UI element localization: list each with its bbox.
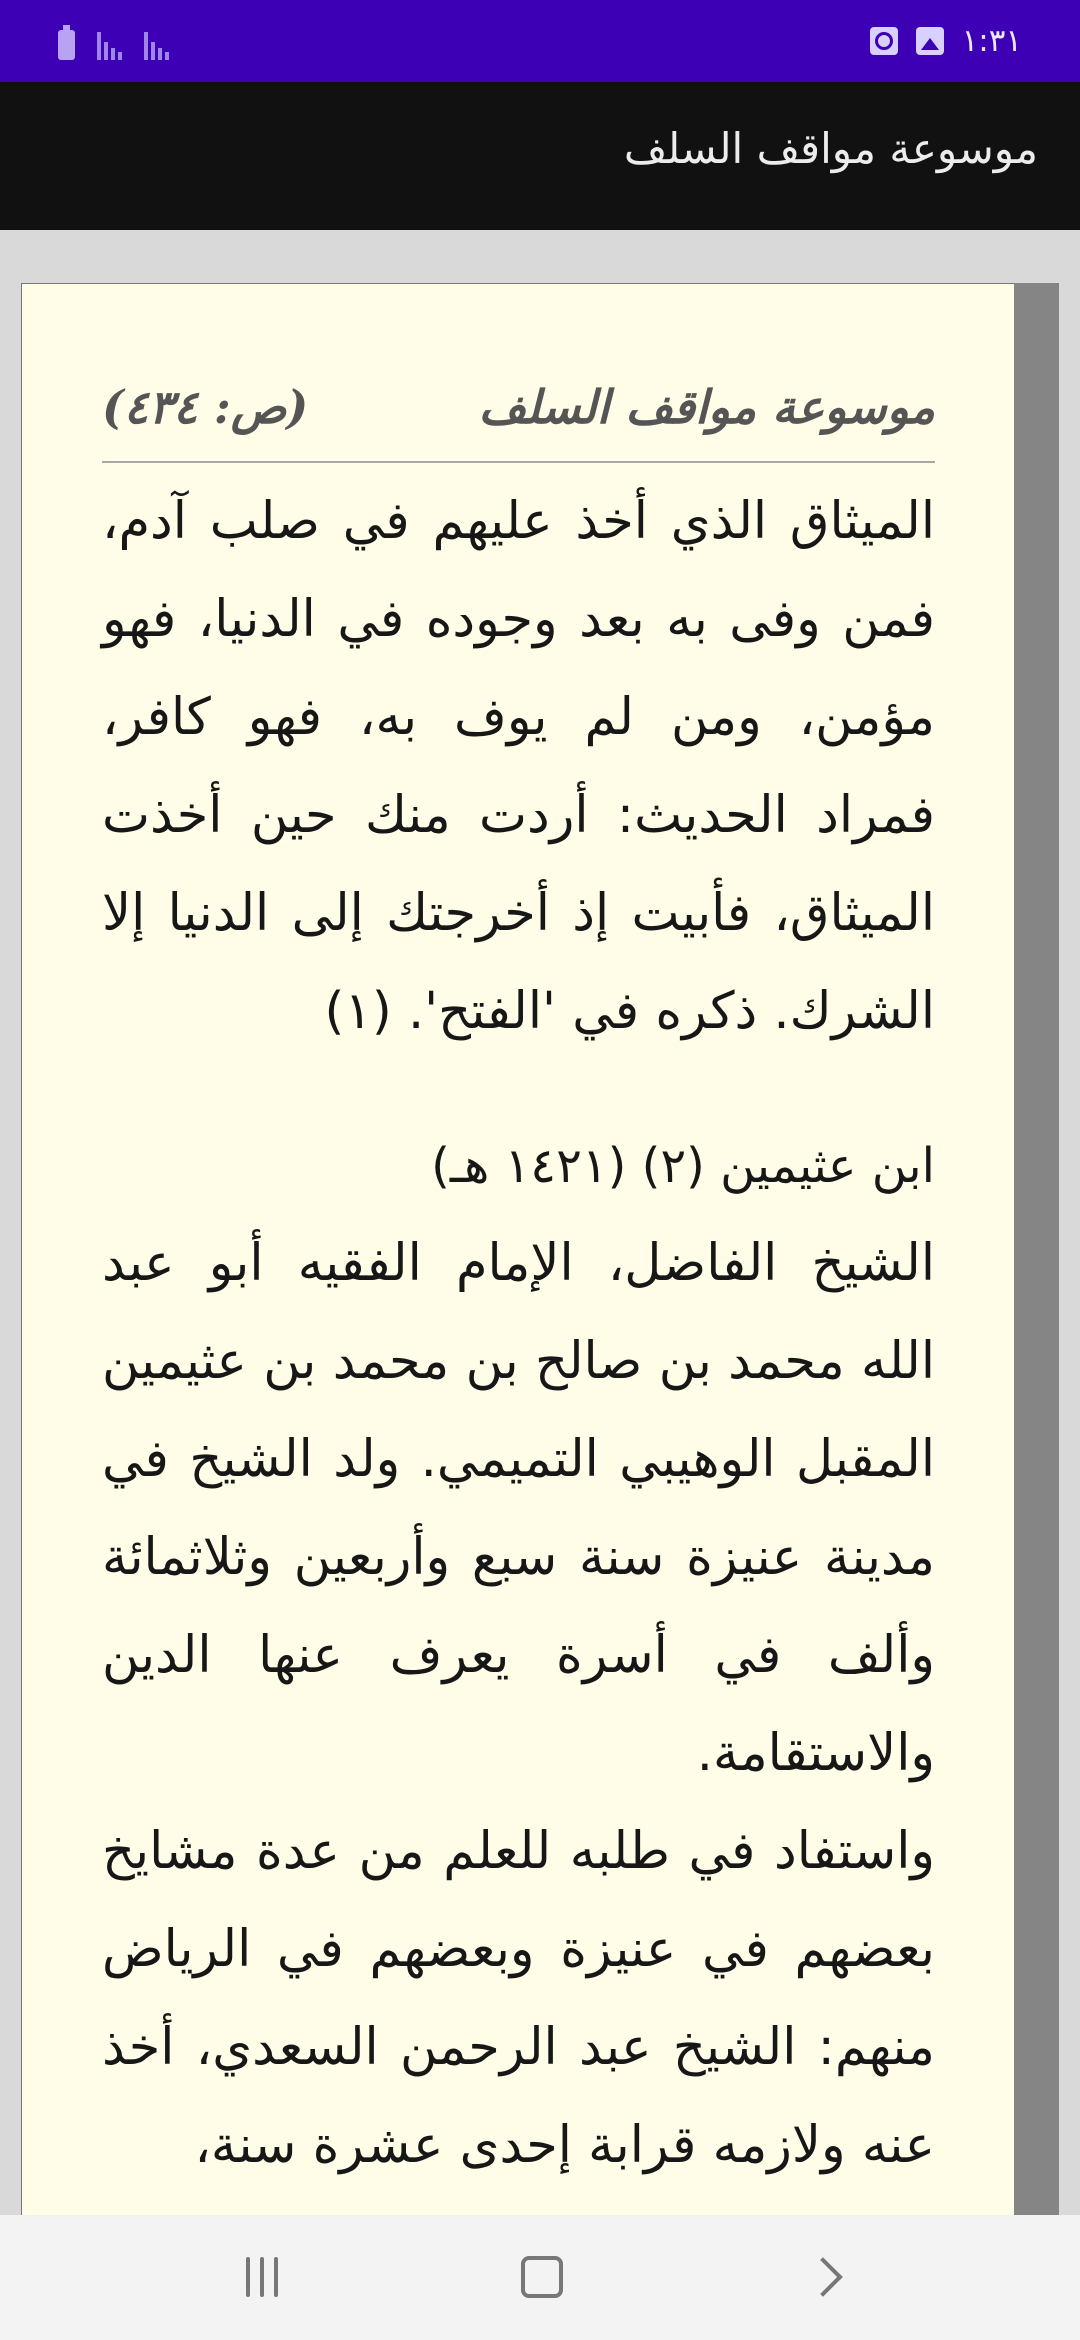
home-button[interactable] xyxy=(482,2245,602,2309)
page-number: (ص: ٤٣٤) xyxy=(102,380,309,434)
status-right-icons xyxy=(870,18,1022,64)
back-icon xyxy=(803,2257,843,2297)
back-button[interactable] xyxy=(763,2245,883,2309)
image-icon xyxy=(916,27,944,55)
page-edge-shadow xyxy=(1014,283,1059,2283)
app-toolbar xyxy=(0,82,1080,230)
book-page[interactable] xyxy=(21,283,1015,2284)
app-title: موسوعة مواقف السلف xyxy=(623,124,1038,173)
biography-heading: ابن عثيمين (٢) (١٤٢١ هـ) xyxy=(431,1138,935,1194)
status-bar xyxy=(0,0,1080,82)
alarm-icon xyxy=(870,27,898,55)
page-content xyxy=(102,371,935,2195)
header-divider xyxy=(102,461,935,463)
paragraph-3: واستفاد في طلبه للعلم من عدة مشايخ بعضهم في عنيزة وبعضهم في الرياض منهم: الشيخ عبد الرحمن السعدي، أخذ عنه ولازمه قرابة إحدى عشرة سنة، xyxy=(102,1822,935,2175)
reading-area[interactable] xyxy=(0,230,1080,2215)
status-time: ١:٣١ xyxy=(961,23,1022,59)
paragraph-spacer xyxy=(102,1061,935,1117)
book-title: موسوعة مواقف السلف xyxy=(478,380,935,434)
paragraph-1: الميثاق الذي أخذ عليهم في صلب آدم، فمن وفى به بعد وجوده في الدنيا، فهو مؤمن، ومن لم يوف به، فهو كافر، فمراد الحديث: أردت منك حين أخذت الميثاق، فأبيت إذ أخرجتك إلى الدنيا إلا الشرك. ذكره في 'الفتح'. (١) xyxy=(102,492,935,1041)
recent-apps-icon xyxy=(246,2257,278,2297)
page-header xyxy=(102,371,935,443)
recent-apps-button[interactable] xyxy=(202,2245,322,2309)
status-left-icons xyxy=(58,22,169,60)
system-navigation-bar xyxy=(0,2215,1080,2340)
signal-icon xyxy=(144,30,169,60)
paragraph-2: الشيخ الفاضل، الإمام الفقيه أبو عبد الله محمد بن صالح بن محمد بن عثيمين المقبل الوهيبي التميمي. ولد الشيخ في مدينة عنيزة سنة سبع وأربعين وثلاثمائة وألف في أسرة يعرف عنها الدين والاستقامة. xyxy=(102,1234,935,1783)
home-icon xyxy=(521,2256,563,2298)
battery-icon xyxy=(58,30,75,60)
signal-icon xyxy=(97,30,122,60)
